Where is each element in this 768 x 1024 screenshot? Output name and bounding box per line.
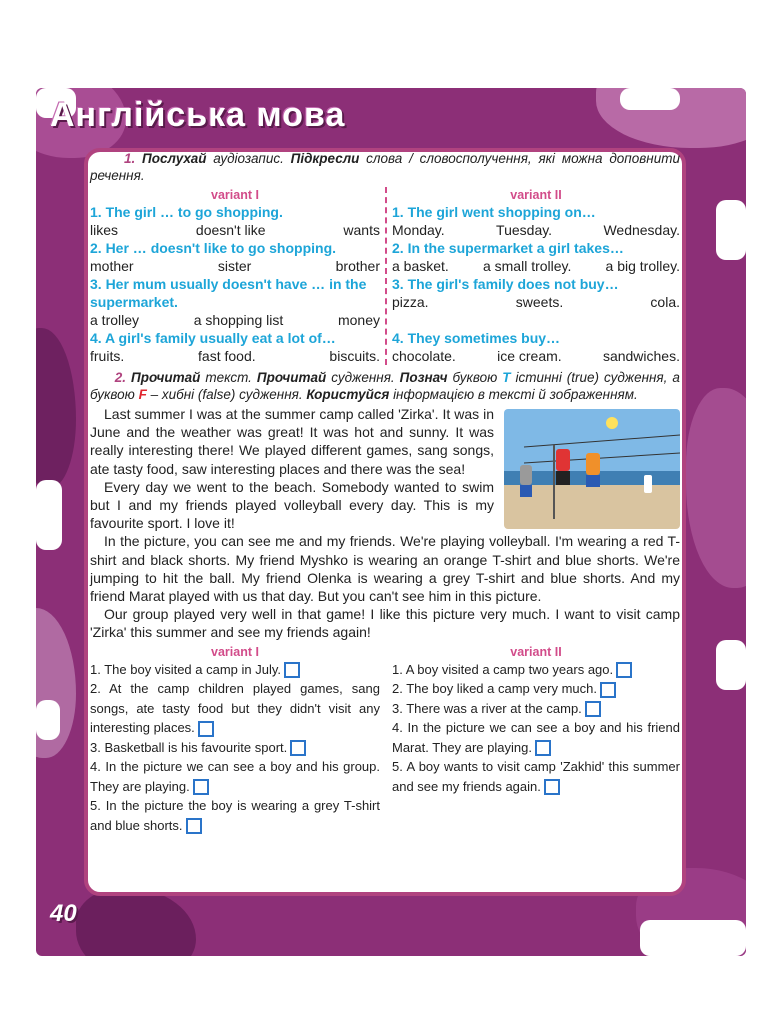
task2-variant1 (90, 644, 380, 836)
option[interactable]: doesn't like (195, 222, 266, 238)
question: 1. The girl … to go shopping. (90, 204, 283, 220)
statement (90, 660, 380, 680)
question: 3. The girl's family does not buy… (392, 276, 619, 292)
puzzle-piece (716, 200, 746, 260)
text-paragraph: Last summer I was at the summer camp called 'Zirka'. It was in June and the weather was great! It was hot and sunny. It was really interesting there! We played different games, sang songs, ate tasty food, saw interesting places and there was the sea! (90, 406, 494, 477)
task2-variant2 (392, 644, 680, 836)
option[interactable]: a trolley (90, 312, 140, 328)
instr-word: текст. (205, 370, 252, 385)
task2-instruction (90, 369, 680, 403)
statement-text: 3. There was a river at the camp. (392, 700, 582, 716)
statement (392, 757, 680, 796)
answer-options (90, 257, 380, 275)
task2-columns (90, 644, 680, 836)
option[interactable]: fruits. (90, 348, 125, 364)
instr-word: слова / словосполучення, які можна доповнити речення. (90, 151, 680, 183)
instr-word: Користуйся (306, 387, 390, 402)
instr-word: – хибні (false) судження. (150, 387, 303, 402)
text-paragraph: In the picture, you can see me and my friends. We're playing volleyball. I'm wearing a red T-shirt and black shorts. My friend Myshko is wearing an orange T-shirt and blue shorts. We're jumping to hit the ball. My friend Olenka is wearing a grey T-shirt and blue shorts. And my friend Marat played with us that day. But you can't see him in this picture. (90, 533, 680, 605)
answer-options (90, 221, 380, 239)
option[interactable]: a big trolley. (605, 258, 680, 274)
task1-variant1 (90, 187, 380, 365)
answer-options (392, 347, 680, 365)
letter-t: T (502, 370, 511, 385)
option[interactable]: fast food. (198, 348, 256, 364)
text-paragraph: Every day we went to the beach. Somebody wanted to swim but I and my friends played volleyball every day. This is my favourite sport. I love it! (90, 478, 494, 532)
puzzle-piece (620, 88, 680, 110)
option[interactable]: a small trolley. (482, 258, 572, 274)
task1-instruction (90, 150, 680, 184)
statement-text: 5. A boy wants to visit camp 'Zakhid' this summer and see my friends again. (392, 759, 680, 794)
variant1-label: variant I (211, 644, 259, 659)
answer-box[interactable] (290, 740, 306, 756)
answer-box[interactable] (193, 779, 209, 795)
reading-text (90, 405, 680, 642)
question: 4. A girl's family usually eat a lot of… (90, 330, 336, 346)
option[interactable]: brother (335, 258, 380, 274)
instr-word: Познач (399, 370, 448, 385)
answer-box[interactable] (186, 818, 202, 834)
page-number: 40 (50, 900, 77, 927)
instr-word: Послухай (142, 151, 207, 166)
letter-f: F (138, 387, 147, 402)
answer-options (392, 221, 680, 239)
option[interactable]: money (337, 312, 380, 328)
question: 4. They sometimes buy… (392, 330, 561, 346)
question: 3. Her mum usually doesn't have … in the supermarket. (90, 276, 367, 310)
statement-text: 2. The boy liked a camp very much. (392, 681, 597, 697)
answer-box[interactable] (585, 701, 601, 717)
answer-box[interactable] (616, 662, 632, 678)
option[interactable]: Wednesday. (603, 222, 680, 238)
instr-word: аудіозапис. (213, 151, 284, 166)
option[interactable]: wants (343, 222, 380, 238)
option[interactable]: mother (90, 258, 134, 274)
volleyball-photo (504, 409, 680, 529)
statement (90, 796, 380, 835)
statement-text: 4. In the picture we can see a boy and his group. They are playing. (90, 759, 380, 794)
answer-box[interactable] (535, 740, 551, 756)
option[interactable]: pizza. (392, 294, 429, 310)
answer-options (392, 293, 680, 311)
spacer (392, 311, 680, 329)
instr-word: судження. (331, 370, 395, 385)
variant1-label: variant I (211, 188, 259, 202)
option[interactable]: a basket. (392, 258, 449, 274)
question: 1. The girl went shopping on… (392, 204, 596, 220)
statement (90, 679, 380, 738)
option[interactable]: Monday. (392, 222, 445, 238)
task1-number: 1. (123, 151, 136, 166)
option[interactable]: cola. (650, 294, 680, 310)
puzzle-piece (640, 920, 746, 956)
instr-word: істинні (true) судження, а буквою (90, 370, 680, 402)
variant2-label: variant II (510, 644, 562, 659)
option[interactable]: biscuits. (329, 348, 380, 364)
option[interactable]: sweets. (515, 294, 564, 310)
statement (392, 718, 680, 757)
instr-word: Підкресли (290, 151, 360, 166)
statement-text: 5. In the picture the boy is wearing a grey T-shirt and blue shorts. (90, 798, 380, 833)
instr-word: буквою (452, 370, 498, 385)
instr-word: Прочитай (256, 370, 327, 385)
option[interactable]: sister (217, 258, 252, 274)
option[interactable]: a shopping list (193, 312, 284, 328)
variant2-label: variant II (510, 188, 562, 202)
puzzle-piece (36, 700, 60, 740)
page-title: Англійська мова (50, 96, 346, 134)
puzzle-piece (36, 480, 62, 550)
option[interactable]: likes (90, 222, 119, 238)
statement-text: 4. In the picture we can see a boy and his friend Marat. They are playing. (392, 720, 680, 755)
question: 2. In the supermarket a girl takes… (392, 240, 624, 256)
instr-word: інформацією в тексті й зображенням. (393, 387, 638, 402)
statement (90, 738, 380, 758)
instr-word: Прочитай (130, 370, 201, 385)
column-divider (385, 187, 387, 365)
answer-box[interactable] (284, 662, 300, 678)
worksheet-content (90, 150, 680, 835)
statement (90, 757, 380, 796)
task2-number: 2. (114, 370, 127, 385)
statement (392, 679, 680, 699)
statement (392, 699, 680, 719)
task1-columns (90, 187, 680, 365)
answer-options (90, 311, 380, 329)
statement-text: 2. At the camp children played games, sang songs, ate tasty food but they didn't visit any interesting places. (90, 681, 380, 736)
statement-text: 3. Basketball is his favourite sport. (90, 739, 288, 755)
question: 2. Her … doesn't like to go shopping. (90, 240, 337, 256)
option[interactable]: chocolate. (392, 348, 456, 364)
answer-box[interactable] (600, 682, 616, 698)
option[interactable]: sandwiches. (602, 348, 680, 364)
text-paragraph: Our group played very well in that game! I like this picture very much. I want to visit camp 'Zirka' this summer and see my friends again! (90, 606, 680, 641)
task1-variant2 (392, 187, 680, 365)
statement-text: 1. The boy visited a camp in July. (90, 661, 282, 677)
statement (392, 660, 680, 680)
option[interactable]: ice cream. (497, 348, 562, 364)
answer-box[interactable] (544, 779, 560, 795)
option[interactable]: Tuesday. (496, 222, 553, 238)
answer-options (90, 347, 380, 365)
answer-box[interactable] (198, 721, 214, 737)
puzzle-piece (716, 640, 746, 690)
statement-text: 1. A boy visited a camp two years ago. (392, 661, 614, 677)
answer-options (392, 257, 680, 275)
